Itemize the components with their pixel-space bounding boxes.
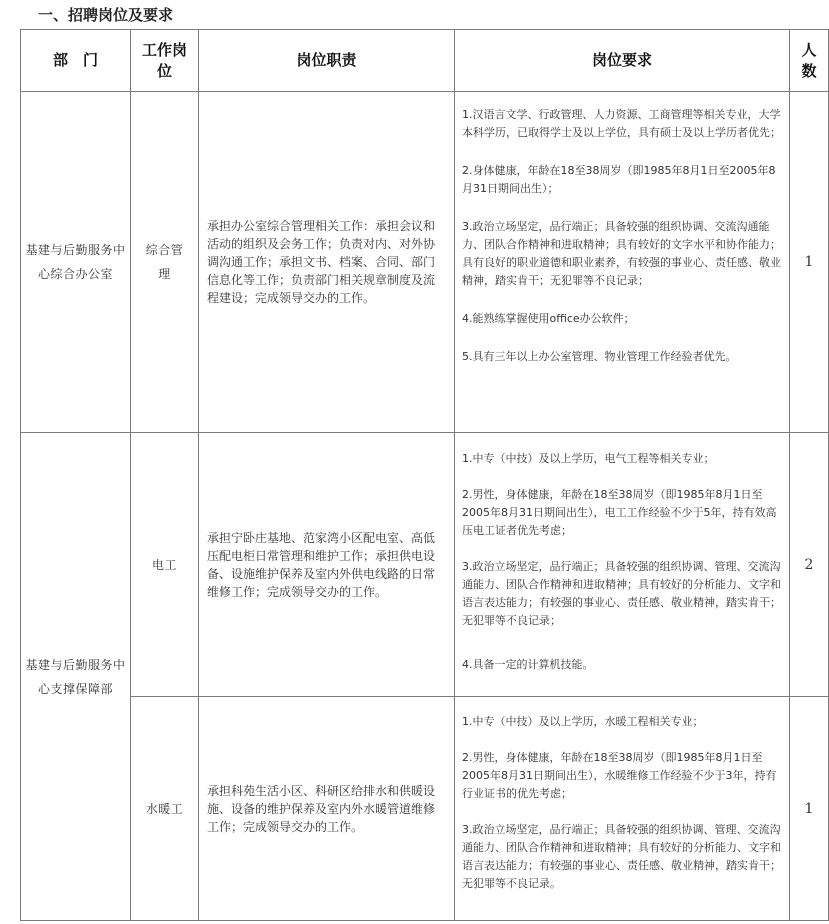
- requirement-item: 1.汉语言文学、行政管理、人力资源、工商管理等相关专业，大学本科学历，已取得学士及以上学位，具有硕士及以上学历者优先；: [462, 108, 781, 139]
- section-heading: 一、招聘岗位及要求: [38, 6, 174, 24]
- requirement-item: 5.具有三年以上办公室管理、物业管理工作经验者优先。: [462, 350, 737, 363]
- header-post: 工作岗位: [131, 30, 199, 92]
- requirement-item: 1.中专（中技）及以上学历，水暖工程相关专业；: [462, 715, 704, 728]
- table-row: [21, 433, 829, 697]
- dept-cell: 基建与后勤服务中心支撑保障部: [21, 433, 131, 921]
- duty-cell: 承担办公室综合管理相关工作：承担会议和活动的组织及会务工作；负责对内、对外协调沟通工作；承担文书、档案、合同、部门信息化等工作；负责部门相关规章制度及流程建设；完成领导交办的工作。: [199, 92, 455, 433]
- duty-cell: 承担科苑生活小区、科研区给排水和供暖设施、设备的维护保养及室内外水暖管道维修工作；完成领导交办的工作。: [199, 697, 455, 921]
- duty-cell: 承担宁卧庄基地、范家湾小区配电室、高低压配电柜日常管理和维护工作；承担供电设备、设施维护保养及室内外供电线路的日常维修工作；完成领导交办的工作。: [199, 433, 455, 697]
- requirements-cell: [455, 433, 790, 697]
- requirement-item: 3.政治立场坚定，品行端正；具备较强的组织协调、管理、交流沟通能力、团队合作精神和进取精神；具有较好的分析能力、文字和语言表达能力；有较强的事业心、责任感、敬业精神，踏实肯干；无犯罪等不良记录；: [462, 560, 781, 627]
- header-req: 岗位要求: [455, 30, 790, 92]
- table-header-row: [21, 30, 829, 92]
- recruitment-table: [20, 29, 829, 921]
- requirement-item: 2.身体健康，年龄在18至38周岁（即1985年8月1日至2005年8月31日期间出生）；: [462, 164, 776, 195]
- requirement-item: 2.男性，身体健康，年龄在18至38周岁（即1985年8月1日至2005年8月31日期间出生），水暖维修工作经验不少于3年，持有行业证书的优先考虑；: [462, 751, 777, 800]
- requirement-item: 4.能熟练掌握使用office办公软件；: [462, 312, 635, 325]
- requirement-item: 1.中专（中技）及以上学历，电气工程等相关专业；: [462, 452, 715, 465]
- header-duty: 岗位职责: [199, 30, 455, 92]
- table-row: [21, 697, 829, 921]
- post-cell: 电工: [131, 433, 199, 697]
- requirements-cell: [455, 92, 790, 433]
- dept-cell: 基建与后勤服务中心综合办公室: [21, 92, 131, 433]
- table-row: [21, 92, 829, 433]
- requirements-cell: [455, 697, 790, 921]
- requirement-item: 4.具备一定的计算机技能。: [462, 658, 594, 671]
- count-cell: 1: [790, 697, 829, 921]
- header-count: 人数: [790, 30, 829, 92]
- requirement-item: 3.政治立场坚定，品行端正；具备较强的组织协调、管理、交流沟通能力、团队合作精神和进取精神；具有较好的分析能力、文字和语言表达能力；有较强的事业心、责任感、敬业精神，踏实肯干；无犯罪等不良记录。: [462, 823, 781, 890]
- requirement-item: 3.政治立场坚定，品行端正；具备较强的组织协调、交流沟通能力、团队合作精神和进取精神；具有较好的文字水平和协作能力；具有良好的职业道德和职业素养，有较强的事业心、责任感、敬业精神，踏实肯干；无犯罪等不良记录；: [462, 220, 781, 287]
- post-cell: 综合管理: [131, 92, 199, 433]
- count-cell: 2: [790, 433, 829, 697]
- requirement-item: 2.男性，身体健康，年龄在18至38周岁（即1985年8月1日至2005年8月31日期间出生），电工工作经验不少于5年，持有效高压电工证者优先考虑；: [462, 488, 777, 537]
- count-cell: 1: [790, 92, 829, 433]
- post-cell: 水暖工: [131, 697, 199, 921]
- header-dept: 部 门: [21, 30, 131, 92]
